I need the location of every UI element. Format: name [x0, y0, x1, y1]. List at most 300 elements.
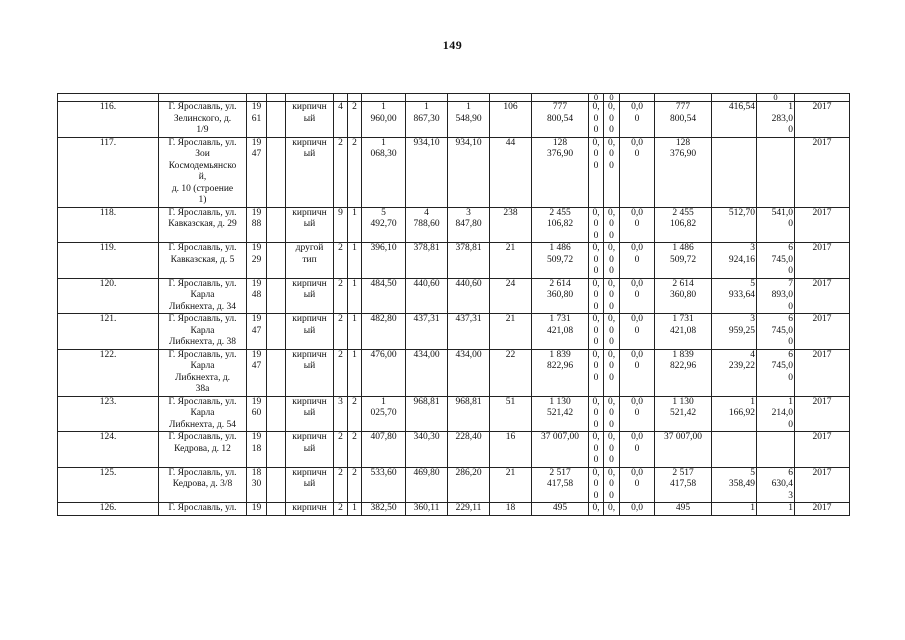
total-cost-cell: [532, 396, 589, 432]
cell-line: 0,0: [631, 467, 643, 478]
cell-line: 0,: [592, 503, 600, 513]
cell-line: 48: [251, 290, 262, 300]
fund-cell: [589, 396, 604, 432]
cell-line: кирпичн: [292, 137, 327, 148]
cell-line: 0,0: [631, 243, 643, 253]
fund-cell: [604, 467, 620, 503]
floors-cell: 2: [334, 349, 348, 396]
specific-cost-cell: [712, 396, 757, 432]
total-area-cell: [362, 467, 406, 503]
fund-cell: [589, 503, 604, 516]
fund-cell: [589, 207, 604, 243]
fund-cell: [604, 102, 620, 138]
entrances-cell: 2: [348, 467, 362, 503]
fund-cell: [620, 349, 655, 396]
cell-line: 492,70: [370, 219, 397, 229]
max-cost-cell: [757, 137, 795, 207]
cell-line: кирпичн: [292, 314, 327, 324]
fragment-cell: 0: [589, 94, 604, 102]
owners-cost-cell: [655, 102, 712, 138]
cell-line: 0,: [607, 137, 616, 148]
cell-line: 1 839: [672, 349, 694, 360]
total-area-cell: [362, 102, 406, 138]
cell-line: 1 731: [549, 314, 571, 324]
cell-line: 0: [634, 408, 640, 418]
continued-row-fragment: [58, 94, 850, 102]
fund-cell: [589, 349, 604, 396]
cell-line: ый: [303, 443, 316, 454]
cell-line: 521,42: [546, 408, 574, 418]
cell-line: 4: [424, 207, 429, 218]
cell-line: 0,: [592, 207, 600, 218]
max-cost-cell: [757, 432, 795, 468]
floors-cell: 2: [334, 278, 348, 314]
living-area-cell: [406, 102, 448, 138]
cell-line: Г. Ярославль, ул.: [168, 432, 237, 442]
cell-line: кирпичн: [292, 102, 327, 112]
cell-line: Космодемьянско: [168, 160, 237, 171]
address-cell: [159, 314, 247, 350]
cell-line: Г. Ярославль, ул.: [168, 137, 237, 148]
cell-line: 228,40: [455, 432, 482, 442]
cell-line: 968,81: [413, 396, 440, 407]
cell-line: 512,70: [728, 207, 755, 218]
cell-line: 0,: [607, 432, 616, 442]
cell-line: 630,4: [771, 479, 793, 489]
planned-year-cell: 2017: [795, 432, 850, 468]
cell-line: 0: [609, 149, 614, 159]
cell-line: 0,: [592, 243, 600, 253]
cell-line: 0,0: [631, 432, 643, 442]
cell-line: 0: [609, 113, 614, 124]
row-number: 120.: [58, 278, 159, 314]
cell-line: 128: [675, 137, 691, 148]
planned-year-cell: 2017: [795, 467, 850, 503]
entrances-cell: 1: [348, 207, 362, 243]
entrances-cell: 2: [348, 396, 362, 432]
total-area-cell: [362, 314, 406, 350]
fund-cell: [589, 314, 604, 350]
cell-line: 37 007,00: [664, 432, 702, 442]
owners-cost-cell: [655, 503, 712, 516]
cell-line: 745,0: [771, 254, 793, 265]
cell-line: 376,90: [669, 149, 697, 159]
cell-line: 6: [788, 349, 793, 360]
floors-cell: 9: [334, 207, 348, 243]
cell-line: Г. Ярославль, ул.: [168, 102, 237, 112]
entrances-cell: 1: [348, 349, 362, 396]
cell-line: 822,96: [669, 361, 697, 371]
cell-line: кирпичн: [292, 396, 327, 407]
address-cell: [159, 349, 247, 396]
total-area-cell: [362, 349, 406, 396]
cell-line: 0: [609, 337, 614, 347]
residents-cell: 22: [490, 349, 532, 396]
fund-cell: [604, 432, 620, 468]
total-cost-cell: [532, 243, 589, 279]
total-cost-cell: [532, 432, 589, 468]
cell-line: 358,49: [728, 479, 755, 489]
cell-line: 0: [788, 419, 793, 430]
cell-line: 0: [609, 372, 614, 383]
entrances-cell: 2: [348, 137, 362, 207]
fund-cell: [604, 207, 620, 243]
cell-line: 0,: [607, 243, 616, 253]
cell-line: 0: [634, 254, 640, 265]
cell-line: 19: [251, 396, 262, 407]
cell-line: 0: [609, 479, 614, 489]
cell-line: 1 731: [672, 314, 694, 324]
row-number: 118.: [58, 207, 159, 243]
table-row: [58, 396, 850, 432]
cell-line: 0: [593, 361, 599, 371]
empty-cell: [267, 467, 286, 503]
cell-line: 0: [788, 219, 793, 229]
empty-cell: [267, 503, 286, 516]
address-cell: [159, 207, 247, 243]
cell-line: 19: [251, 432, 262, 442]
cell-line: 417,58: [669, 479, 697, 489]
cell-line: 6: [788, 243, 793, 253]
cell-line: Кедрова, д. 3/8: [172, 479, 233, 489]
cell-line: 0: [593, 125, 599, 135]
residential-area-cell: [448, 314, 490, 350]
cell-line: 0: [788, 372, 793, 383]
max-cost-cell: [757, 207, 795, 243]
cell-line: 0: [609, 490, 614, 501]
fund-cell: [589, 432, 604, 468]
address-cell: [159, 243, 247, 279]
residential-area-cell: [448, 467, 490, 503]
cell-line: 2 614: [549, 278, 571, 289]
cell-line: 0,: [592, 278, 600, 289]
cell-line: 0: [593, 490, 599, 501]
total-cost-cell: [532, 349, 589, 396]
cell-line: 360,80: [669, 290, 697, 300]
table-row: [58, 432, 850, 468]
total-cost-cell: [532, 137, 589, 207]
cell-line: 4: [750, 349, 755, 360]
cell-line: 788,60: [413, 219, 440, 229]
cell-line: 1: [750, 503, 755, 513]
residential-area-cell: [448, 243, 490, 279]
residential-area-cell: [448, 278, 490, 314]
planned-year-cell: 2017: [795, 102, 850, 138]
residents-cell: 238: [490, 207, 532, 243]
owners-cost-cell: [655, 467, 712, 503]
cell-line: 548,90: [455, 113, 482, 124]
planned-year-cell: 2017: [795, 503, 850, 516]
cell-line: 0: [634, 219, 640, 229]
cell-line: 0,0: [631, 349, 643, 360]
owners-cost-cell: [655, 432, 712, 468]
planned-year-cell: 2017: [795, 243, 850, 279]
total-area-cell: [362, 432, 406, 468]
specific-cost-cell: [712, 503, 757, 516]
build-year-cell: [247, 243, 267, 279]
floors-cell: 2: [334, 467, 348, 503]
floors-cell: 2: [334, 137, 348, 207]
cell-line: 0,: [607, 503, 616, 513]
row-number: 123.: [58, 396, 159, 432]
cell-line: 61: [251, 113, 262, 124]
empty-cell: [267, 137, 286, 207]
cell-line: ый: [303, 408, 316, 418]
residential-area-cell: [448, 102, 490, 138]
empty-cell: [267, 314, 286, 350]
empty-cell: [267, 278, 286, 314]
fund-cell: [604, 503, 620, 516]
cell-line: 800,54: [546, 113, 574, 124]
cell-line: 30: [251, 479, 262, 489]
cell-line: 2 455: [672, 207, 694, 218]
cell-line: 19: [251, 314, 262, 324]
planned-year-cell: 2017: [795, 207, 850, 243]
row-number: 116.: [58, 102, 159, 138]
empty-cell: [267, 432, 286, 468]
cell-line: 434,00: [455, 349, 482, 360]
specific-cost-cell: [712, 137, 757, 207]
cell-line: 0: [609, 160, 614, 171]
cell-line: 476,00: [370, 349, 397, 360]
empty-cell: [267, 243, 286, 279]
max-cost-cell: [757, 467, 795, 503]
fragment-cell: 0: [757, 94, 795, 102]
entrances-cell: 1: [348, 278, 362, 314]
cell-line: Карла: [190, 290, 215, 300]
cell-line: 286,20: [455, 467, 482, 478]
entrances-cell: 2: [348, 102, 362, 138]
cell-line: 0: [634, 325, 640, 336]
cell-line: 18: [251, 443, 262, 454]
fund-cell: [620, 396, 655, 432]
cell-line: 0,0: [631, 278, 643, 289]
cell-line: Либкнехта, д. 34: [169, 301, 236, 312]
cell-line: 777: [552, 102, 568, 112]
living-area-cell: [406, 432, 448, 468]
build-year-cell: [247, 102, 267, 138]
cell-line: Г. Ярославль, ул.: [168, 314, 237, 324]
cell-line: 3: [788, 490, 793, 501]
living-area-cell: [406, 396, 448, 432]
cell-line: 847,80: [455, 219, 482, 229]
cell-line: 0: [593, 337, 599, 347]
cell-line: 6: [788, 467, 793, 478]
total-cost-cell: [532, 102, 589, 138]
cell-line: 407,80: [370, 432, 397, 442]
cell-line: 37 007,00: [541, 432, 579, 442]
cell-line: 38а: [195, 384, 210, 394]
cell-line: 960,00: [370, 113, 397, 124]
total-cost-cell: [532, 314, 589, 350]
owners-cost-cell: [655, 137, 712, 207]
cell-line: Г. Ярославль, ул.: [168, 207, 237, 218]
cell-line: 19: [251, 503, 262, 513]
cell-line: 2 614: [672, 278, 694, 289]
cell-line: 417,58: [546, 479, 574, 489]
cell-line: 0,: [607, 207, 616, 218]
cell-line: 1: [424, 102, 429, 112]
owners-cost-cell: [655, 396, 712, 432]
fund-cell: [620, 102, 655, 138]
cell-line: 0: [593, 455, 599, 465]
table-row: [58, 278, 850, 314]
max-cost-cell: [757, 503, 795, 516]
cell-line: 0: [609, 125, 614, 135]
cell-line: 1 130: [672, 396, 694, 407]
cell-line: 0: [609, 254, 614, 265]
cell-line: 0: [593, 408, 599, 418]
cell-line: ый: [303, 113, 316, 124]
cell-line: 378,81: [455, 243, 482, 253]
cell-line: Карла: [190, 408, 215, 418]
cell-line: 421,08: [546, 325, 574, 336]
total-area-cell: [362, 243, 406, 279]
fund-cell: [620, 314, 655, 350]
cell-line: Г. Ярославль, ул.: [168, 396, 237, 407]
build-year-cell: [247, 503, 267, 516]
cell-line: 0,0: [631, 207, 643, 218]
cell-line: 0: [593, 160, 599, 171]
cell-line: 1 486: [672, 243, 694, 253]
planned-year-cell: 2017: [795, 137, 850, 207]
cell-line: 0: [593, 479, 599, 489]
cell-line: 0: [634, 149, 640, 159]
fund-cell: [620, 207, 655, 243]
residential-area-cell: [448, 137, 490, 207]
cell-line: 484,50: [370, 278, 397, 289]
total-cost-cell: [532, 278, 589, 314]
cell-line: 0: [634, 113, 640, 124]
wall-material-cell: [286, 137, 334, 207]
cell-line: 0: [609, 419, 614, 430]
cell-line: 47: [251, 361, 262, 371]
residential-area-cell: [448, 503, 490, 516]
owners-cost-cell: [655, 243, 712, 279]
cell-line: 495: [552, 503, 568, 513]
specific-cost-cell: [712, 467, 757, 503]
cell-line: 521,42: [669, 408, 697, 418]
cell-line: 1: [381, 396, 386, 407]
residential-area-cell: [448, 432, 490, 468]
cell-line: 0,0: [631, 396, 643, 407]
cell-line: 0: [634, 361, 640, 371]
cell-line: 0: [593, 372, 599, 383]
cell-line: 0: [634, 290, 640, 300]
cell-line: 88: [251, 219, 262, 229]
cell-line: Г. Ярославль, ул.: [168, 467, 237, 478]
cell-line: Зелинского, д.: [173, 113, 232, 124]
total-cost-cell: [532, 503, 589, 516]
cell-line: кирпичн: [292, 503, 327, 513]
cell-line: 60: [251, 408, 262, 418]
living-area-cell: [406, 503, 448, 516]
cell-line: 0: [593, 219, 599, 229]
cell-line: 495: [675, 503, 691, 513]
address-cell: [159, 432, 247, 468]
planned-year-cell: 2017: [795, 349, 850, 396]
cell-line: 1: [381, 102, 386, 112]
cell-line: Либкнехта, д.: [174, 372, 231, 383]
cell-line: 0,: [592, 467, 600, 478]
specific-cost-cell: [712, 432, 757, 468]
cell-line: 0: [609, 230, 614, 241]
cell-line: 166,92: [728, 408, 755, 418]
cell-line: 1/9: [196, 125, 209, 135]
cell-line: 0,0: [631, 314, 643, 324]
cell-line: 229,11: [455, 503, 482, 513]
floors-cell: 4: [334, 102, 348, 138]
cell-line: 482,80: [370, 314, 397, 324]
page-number: 149: [442, 38, 463, 52]
build-year-cell: [247, 314, 267, 350]
cell-line: кирпичн: [292, 467, 327, 478]
cell-line: 0,: [607, 278, 616, 289]
floors-cell: 2: [334, 243, 348, 279]
cell-line: 0: [593, 149, 599, 159]
residents-cell: 51: [490, 396, 532, 432]
cell-line: 3: [750, 314, 755, 324]
cell-line: 0: [609, 361, 614, 371]
cell-line: 106,82: [669, 219, 697, 229]
row-number: 126.: [58, 503, 159, 516]
cell-line: 239,22: [728, 361, 755, 371]
empty-cell: [267, 207, 286, 243]
entrances-cell: 1: [348, 503, 362, 516]
cell-line: 0: [609, 290, 614, 300]
cell-line: 19: [251, 349, 262, 360]
cell-line: 5: [381, 207, 386, 218]
floors-cell: 2: [334, 503, 348, 516]
cell-line: Г. Ярославль, ул.: [168, 278, 237, 289]
specific-cost-cell: [712, 278, 757, 314]
max-cost-cell: [757, 278, 795, 314]
build-year-cell: [247, 207, 267, 243]
cell-line: 0: [593, 419, 599, 430]
fund-cell: [620, 243, 655, 279]
empty-cell: [267, 102, 286, 138]
living-area-cell: [406, 207, 448, 243]
table-row: [58, 137, 850, 207]
table-row: [58, 467, 850, 503]
floors-cell: 3: [334, 396, 348, 432]
cell-line: 283,0: [771, 113, 793, 124]
cell-line: Либкнехта, д. 38: [169, 337, 236, 347]
fund-cell: [620, 278, 655, 314]
cell-line: 18: [251, 467, 262, 478]
cell-line: 0,0: [631, 503, 643, 513]
cell-line: 1): [198, 195, 207, 205]
fund-cell: [604, 314, 620, 350]
row-number: 121.: [58, 314, 159, 350]
floors-cell: 2: [334, 314, 348, 350]
address-cell: [159, 278, 247, 314]
cell-line: 0: [634, 443, 640, 454]
living-area-cell: [406, 278, 448, 314]
cell-line: 1 839: [549, 349, 571, 360]
cell-line: 19: [251, 207, 262, 218]
residents-cell: 16: [490, 432, 532, 468]
cell-line: кирпичн: [292, 278, 327, 289]
cell-line: другой: [295, 243, 324, 253]
fund-cell: [604, 349, 620, 396]
empty-cell: [267, 349, 286, 396]
fund-cell: [620, 503, 655, 516]
table-row: [58, 243, 850, 279]
cell-line: 360,80: [546, 290, 574, 300]
cell-line: 959,25: [728, 325, 755, 336]
wall-material-cell: [286, 467, 334, 503]
